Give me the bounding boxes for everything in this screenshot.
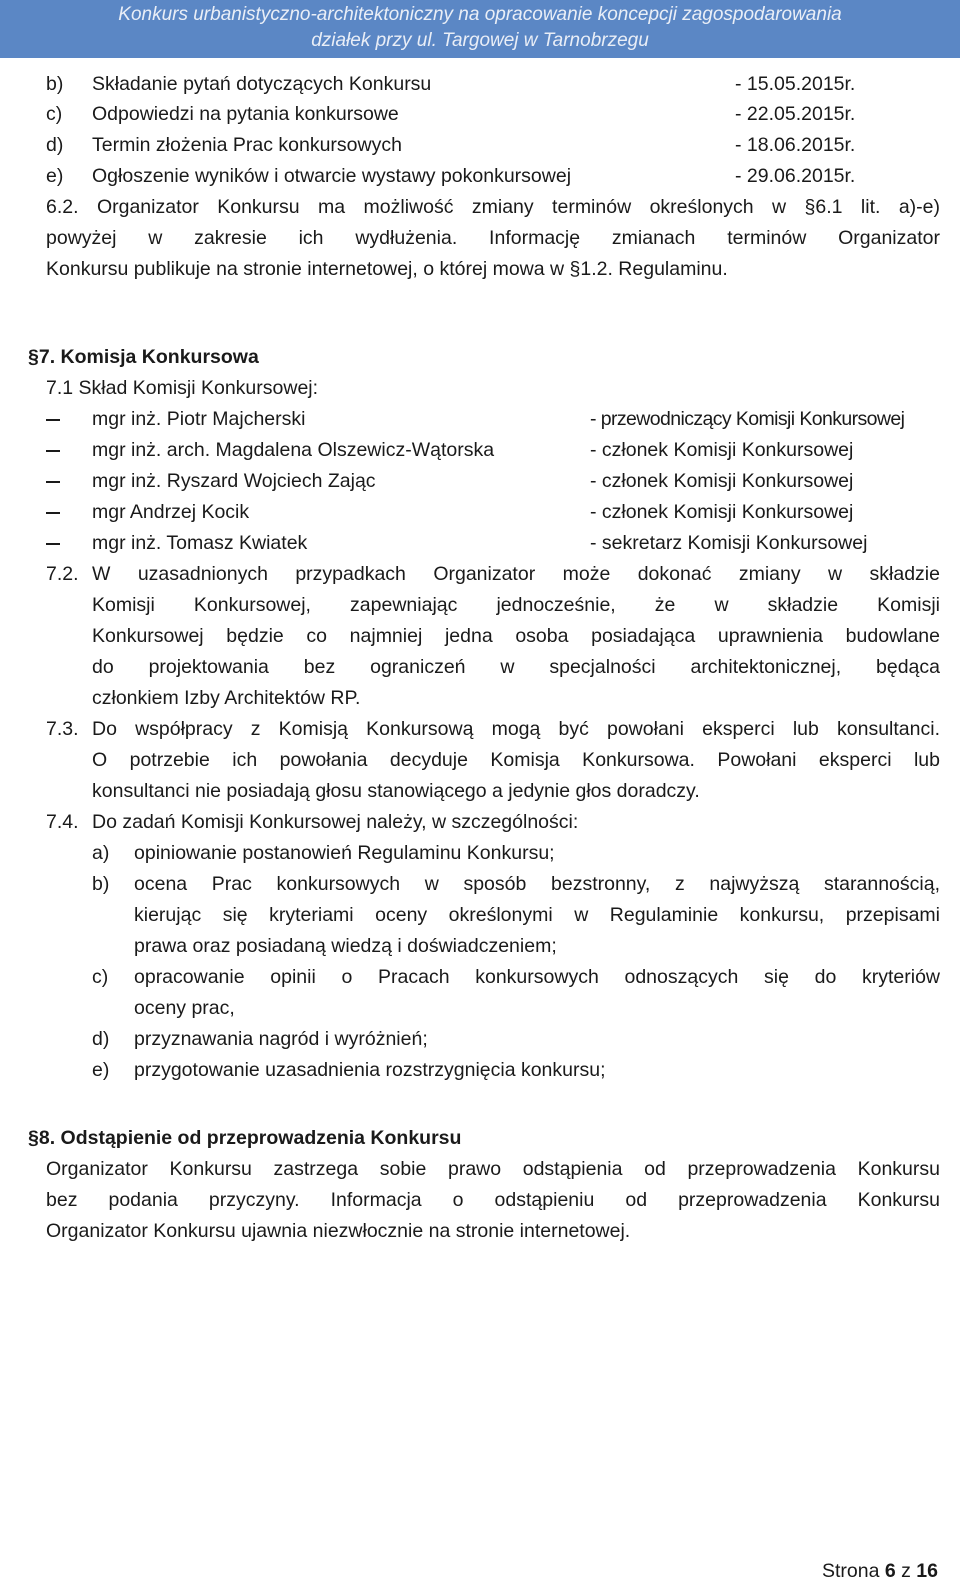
member-name-5: mgr inż. Tomasz Kwiatek (92, 532, 308, 554)
schedule-text-d: Termin złożenia Prac konkursowych (92, 134, 402, 156)
schedule-text-c: Odpowiedzi na pytania konkursowe (92, 103, 399, 125)
dash-bullet (46, 512, 60, 514)
task-e-line-1: przygotowanie uzasadnienia rozstrzygnięcia konkursu; (134, 1059, 606, 1081)
paragraph-7-3-line-3: konsultanci nie posiadają głosu stanowiącego a jedynie głos doradczy. (92, 780, 700, 802)
subsection-7-1: 7.1 Skład Komisji Konkursowej: (46, 377, 319, 399)
schedule-label-d: d) (46, 134, 64, 156)
paragraph-7-2-line-4: do projektowania bez ograniczeń w specjalności architektonicznej, będąca (92, 656, 940, 678)
header-line-1: Konkurs urbanistyczno-architektoniczny na opracowanie koncepcji zagospodarowania (118, 4, 842, 25)
member-name-2: mgr inż. arch. Magdalena Olszewicz-Wątorska (92, 439, 495, 461)
schedule-date-d: - 18.06.2015r. (735, 134, 856, 156)
schedule-label-e: e) (46, 165, 64, 187)
task-c-line-1: opracowanie opinii o Pracach konkursowych odnoszących się do kryteriów (134, 966, 940, 988)
schedule-label-c: c) (46, 103, 63, 125)
paragraph-7-3-line-2: O potrzebie ich powołania decyduje Komisja Konkursowa. Powołani eksperci lub (92, 749, 940, 771)
member-role-3: - członek Komisji Konkursowej (590, 470, 854, 492)
paragraph-7-4-number: 7.4. (46, 811, 79, 833)
schedule-text-b: Składanie pytań dotyczących Konkursu (92, 73, 432, 95)
member-role-2: - członek Komisji Konkursowej (590, 439, 854, 461)
member-name-3: mgr inż. Ryszard Wojciech Zając (92, 470, 376, 492)
paragraph-7-2-line-1: W uzasadnionych przypadkach Organizator może dokonać zmiany w składzie (92, 563, 940, 585)
schedule-date-b: - 15.05.2015r. (735, 73, 856, 95)
paragraph-6-2-line-3: Konkursu publikuje na stronie internetowej, o której mowa w §1.2. Regulaminu. (46, 258, 728, 280)
paragraph-7-3-line-1: Do współpracy z Komisją Konkursową mogą być powołani eksperci lub konsultanci. (92, 718, 940, 740)
schedule-text-e: Ogłoszenie wyników i otwarcie wystawy pokonkursowej (92, 165, 572, 187)
member-name-4: mgr Andrzej Kocik (92, 501, 250, 523)
member-name-1: mgr inż. Piotr Majcherski (92, 408, 306, 430)
dash-bullet (46, 543, 60, 545)
paragraph-7-2-line-3: Konkursowej będzie co najmniej jedna osoba posiadająca uprawnienia budowlane (92, 625, 940, 647)
footer-prefix: Strona (821, 1560, 885, 1582)
task-label-b: b) (92, 873, 110, 895)
section-8-line-1: Organizator Konkursu zastrzega sobie prawo odstąpienia od przeprowadzenia Konkursu (46, 1158, 940, 1180)
member-role-4: - członek Komisji Konkursowej (590, 501, 854, 523)
section-8-line-2: bez podania przyczyny. Informacja o odstąpieniu od przeprowadzenia Konkursu (46, 1189, 940, 1211)
paragraph-7-2-number: 7.2. (46, 563, 79, 585)
task-b-line-3: prawa oraz posiadaną wiedzą i doświadczeniem; (134, 935, 557, 957)
paragraph-7-2-line-5: członkiem Izby Architektów RP. (92, 687, 361, 709)
schedule-label-b: b) (46, 73, 64, 95)
document-header (0, 0, 960, 58)
paragraph-6-2-line-2: powyżej w zakresie ich wydłużenia. Informację zmianach terminów Organizator (46, 227, 940, 249)
dash-bullet (46, 481, 60, 483)
task-label-e: e) (92, 1059, 110, 1081)
section-8-line-3: Organizator Konkursu ujawnia niezwłocznie na stronie internetowej. (46, 1220, 631, 1242)
task-label-d: d) (92, 1028, 110, 1050)
task-a-line-1: opiniowanie postanowień Regulaminu Konkursu; (134, 842, 555, 864)
page-number-footer (822, 1560, 938, 1583)
dash-bullet (46, 450, 60, 452)
task-d-line-1: przyznawania nagród i wyróżnień; (134, 1028, 428, 1050)
schedule-date-e: - 29.06.2015r. (735, 165, 856, 187)
paragraph-7-3-number: 7.3. (46, 718, 79, 740)
paragraph-6-2-line-1: 6.2. Organizator Konkursu ma możliwość zmiany terminów określonych w §6.1 lit. a)-e) (46, 196, 940, 218)
dash-bullet (46, 419, 60, 421)
task-label-c: c) (92, 966, 109, 988)
task-c-line-2: oceny prac, (134, 997, 235, 1019)
section-7-heading: §7. Komisja Konkursowa (28, 346, 259, 368)
task-label-a: a) (92, 842, 110, 864)
footer-separator: z (895, 1560, 917, 1582)
task-b-line-1: ocena Prac konkursowych w sposób bezstronny, z najwyższą starannością, (134, 873, 940, 895)
member-role-1: - przewodniczący Komisji Konkursowej (590, 408, 905, 430)
paragraph-7-4-text: Do zadań Komisji Konkursowej należy, w szczególności: (92, 811, 579, 833)
current-page: 6 (884, 1560, 896, 1582)
section-8-heading: §8. Odstąpienie od przeprowadzenia Konkursu (28, 1127, 462, 1149)
schedule-date-c: - 22.05.2015r. (735, 103, 856, 125)
header-line-2: działek przy ul. Targowej w Tarnobrzegu (311, 30, 649, 51)
paragraph-7-2-line-2: Komisji Konkursowej, zapewniając jednocześnie, że w składzie Komisji (92, 594, 940, 616)
task-b-line-2: kierując się kryteriami oceny określonymi w Regulaminie konkursu, przepisami (134, 904, 940, 926)
total-pages: 16 (916, 1560, 938, 1582)
member-role-5: - sekretarz Komisji Konkursowej (590, 532, 868, 554)
